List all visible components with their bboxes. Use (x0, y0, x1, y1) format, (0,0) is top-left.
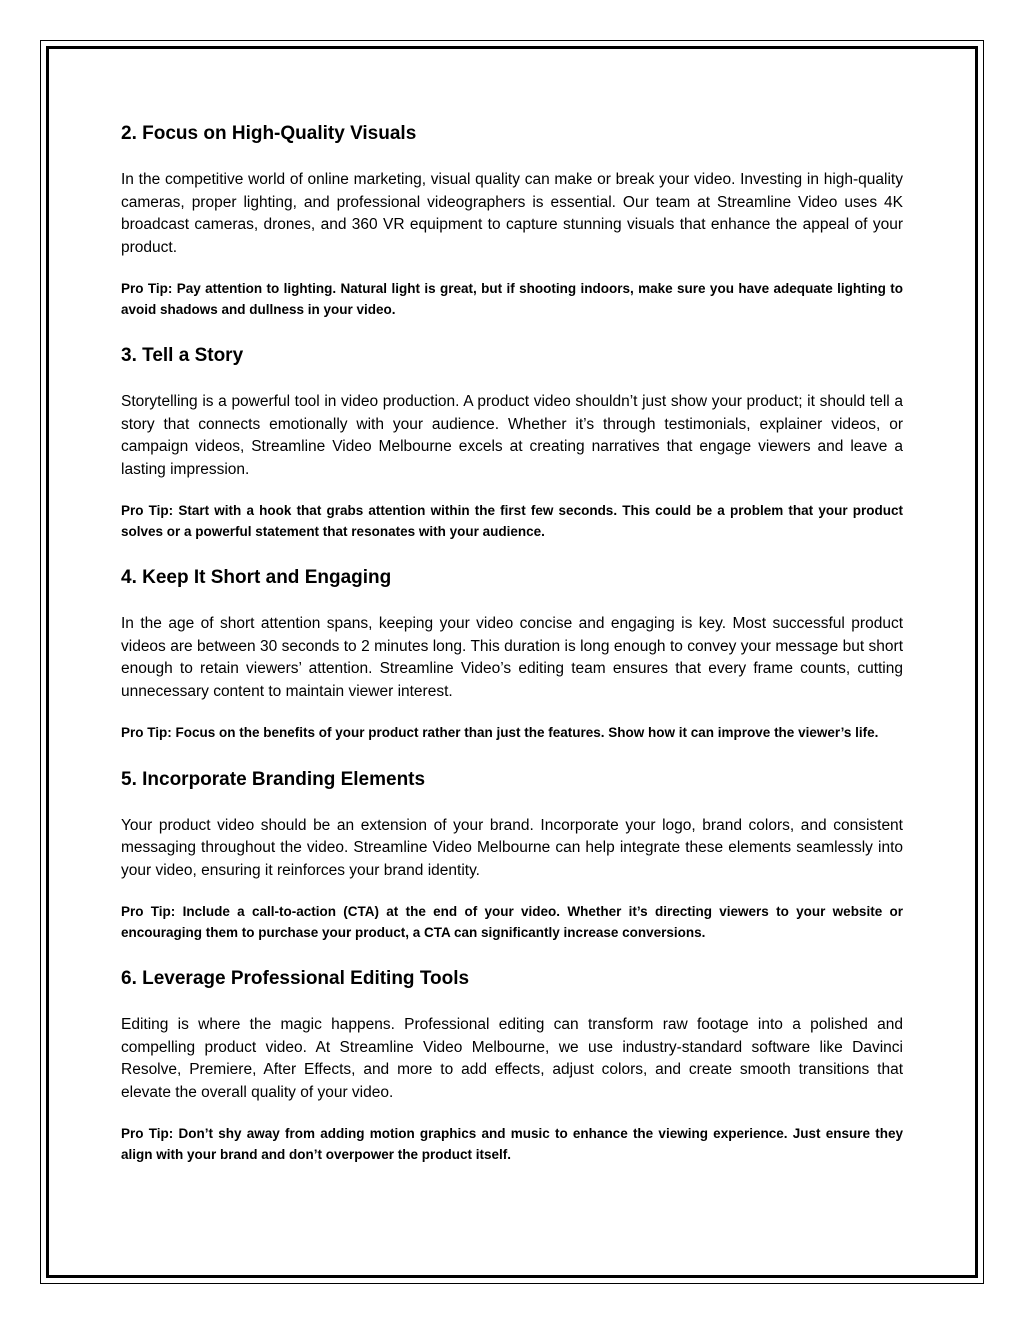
section-body: In the age of short attention spans, keeping your video concise and engaging is key. Most successful product videos are between 30 seconds to 2 minutes long. This duration is long enough to convey your message but short enough to retain viewers’ attention. Streamline Video’s editing team ensures that every frame counts, cutting unnecessary content to maintain viewer interest. (121, 615, 903, 700)
section-body: In the competitive world of online marketing, visual quality can make or break your video. Investing in high-quality cameras, proper lighting, and professional videographers is essential. Our team at Streamline Video uses 4K broadcast cameras, drones, and 360 VR equipment to capture stunning visuals that enhance the appeal of your product. (121, 171, 903, 256)
section-heading: 5. Incorporate Branding Elements (121, 768, 426, 790)
pro-tip: Pro Tip: Don’t shy away from adding motion graphics and music to enhance the viewing experience. Just ensure they align with your brand and don’t overpower the product itself. (121, 1126, 903, 1162)
pro-tip: Pro Tip: Focus on the benefits of your product rather than just the features. Show how it can improve the viewer’s life. (121, 725, 879, 740)
section-heading: 3. Tell a Story (121, 345, 244, 366)
section-editing-tools (121, 967, 903, 1165)
section-short-engaging (121, 566, 903, 744)
section-branding (121, 768, 903, 944)
section-focus-visuals (121, 122, 903, 320)
section-tell-story (121, 344, 903, 542)
section-body: Your product video should be an extension of your brand. Incorporate your logo, brand colors, and consistent messaging throughout the video. Streamline Video Melbourne can help integrate these elements seamlessly into your video, ensuring it reinforces your brand identity. (121, 816, 903, 879)
pro-tip: Pro Tip: Include a call-to-action (CTA) at the end of your video. Whether it’s directing viewers to your website or encouraging them to purchase your product, a CTA can significantly increase conversions. (121, 904, 903, 940)
section-body: Storytelling is a powerful tool in video production. A product video shouldn’t just show your product; it should tell a story that connects emotionally with your audience. Whether it’s through testimonials, explainer videos, or campaign videos, Streamline Video Melbourne excels at creating narratives that engage viewers and leave a lasting impression. (121, 393, 903, 478)
section-heading: 4. Keep It Short and Engaging (121, 567, 392, 588)
section-body: Editing is where the magic happens. Professional editing can transform raw footage into a polished and compelling product video. At Streamline Video Melbourne, we use industry-standard software like Davinci Resolve, Premiere, After Effects, and more to add effects, adjust colors, and create smooth transitions that elevate the overall quality of your video. (121, 1016, 903, 1101)
pro-tip: Pro Tip: Pay attention to lighting. Natural light is great, but if shooting indoors, make sure you have adequate lighting to avoid shadows and dullness in your video. (121, 281, 903, 317)
document-content (121, 118, 903, 1189)
pro-tip: Pro Tip: Start with a hook that grabs attention within the first few seconds. This could be a problem that your product solves or a powerful statement that resonates with your audience. (121, 503, 903, 539)
section-heading: 6. Leverage Professional Editing Tools (121, 968, 470, 989)
section-heading: 2. Focus on High-Quality Visuals (121, 123, 417, 144)
